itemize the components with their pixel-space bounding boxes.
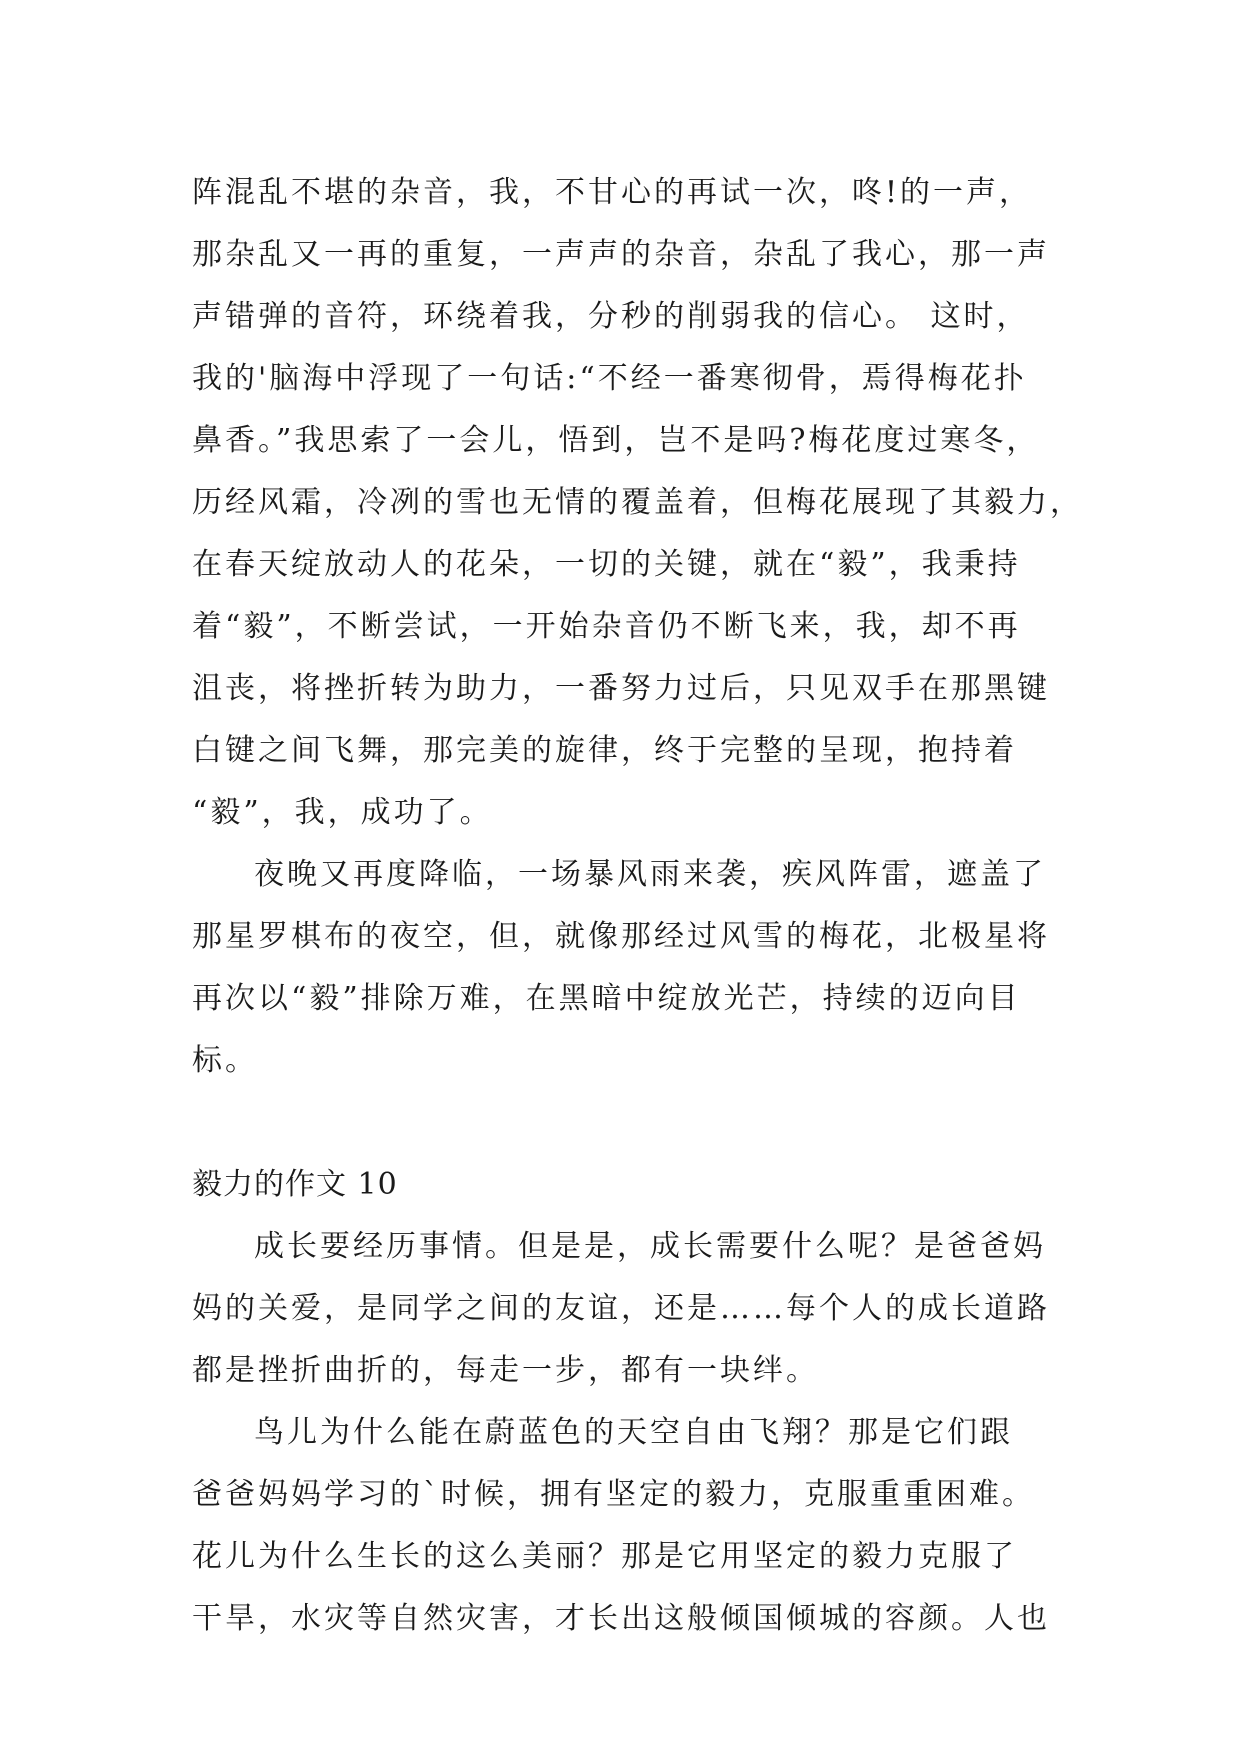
text-line: 历经风霜，冷冽的雪也无情的覆盖着，但梅花展现了其毅力， [192, 485, 1083, 520]
text-line: 我的'脑海中浮现了一句话:“不经一番寒彻骨，焉得梅花扑 [192, 361, 1027, 396]
section-gap [192, 1092, 1052, 1154]
text-line: 声错弹的音符，环绕着我，分秒的削弱我的信心。 这时， [192, 299, 1030, 334]
text-line: 白键之间飞舞，那完美的旋律，终于完整的呈现，抱持着 [192, 733, 1017, 768]
text-line: 妈的关爱，是同学之间的友谊，还是……每个人的成长道路 [192, 1291, 1050, 1326]
text-line: 爸爸妈妈学习的`时候，拥有坚定的毅力，克服重重困难。 [192, 1477, 1035, 1512]
text-line: 标。 [192, 1043, 258, 1078]
text-line: 阵混乱不堪的杂音，我，不甘心的再试一次，咚!的一声， [192, 175, 1033, 210]
document-body [192, 162, 1083, 1650]
text-line: 那杂乱又一再的重复，一声声的杂音，杂乱了我心，那一声 [192, 237, 1050, 272]
text-line: 着“毅”，不断尝试，一开始杂音仍不断飞来，我，却不再 [192, 609, 1021, 644]
paragraph-first-line: 成长要经历事情。但是是，成长需要什么呢？是爸爸妈 [254, 1229, 1046, 1264]
text-line: 在春天绽放动人的花朵，一切的关键，就在“毅”，我秉持 [192, 547, 1021, 582]
text-line: 干旱，水灾等自然灾害，才长出这般倾国倾城的容颜。人也 [192, 1601, 1050, 1636]
section-heading: 毅力的作文 10 [192, 1167, 398, 1202]
text-line: 花儿为什么生长的这么美丽？那是它用坚定的毅力克服了 [192, 1539, 1017, 1574]
text-line: 再次以“毅”排除万难，在黑暗中绽放光芒，持续的迈向目 [192, 981, 1021, 1016]
text-line: “毅”，我，成功了。 [192, 795, 493, 830]
text-line: 那星罗棋布的夜空，但，就像那经过风雪的梅花，北极星将 [192, 919, 1050, 954]
text-line: 沮丧，将挫折转为助力，一番努力过后，只见双手在那黑键 [192, 671, 1050, 706]
text-line: 鼻香。”我思索了一会儿，悟到，岂不是吗?梅花度过寒冬， [192, 423, 1040, 458]
text-line: 都是挫折曲折的，每走一步，都有一块绊。 [192, 1353, 819, 1388]
paragraph-first-line: 鸟儿为什么能在蔚蓝色的天空自由飞翔？那是它们跟 [254, 1415, 1013, 1450]
paragraph-first-line: 夜晚又再度降临，一场暴风雨来袭，疾风阵雷，遮盖了 [254, 857, 1046, 892]
